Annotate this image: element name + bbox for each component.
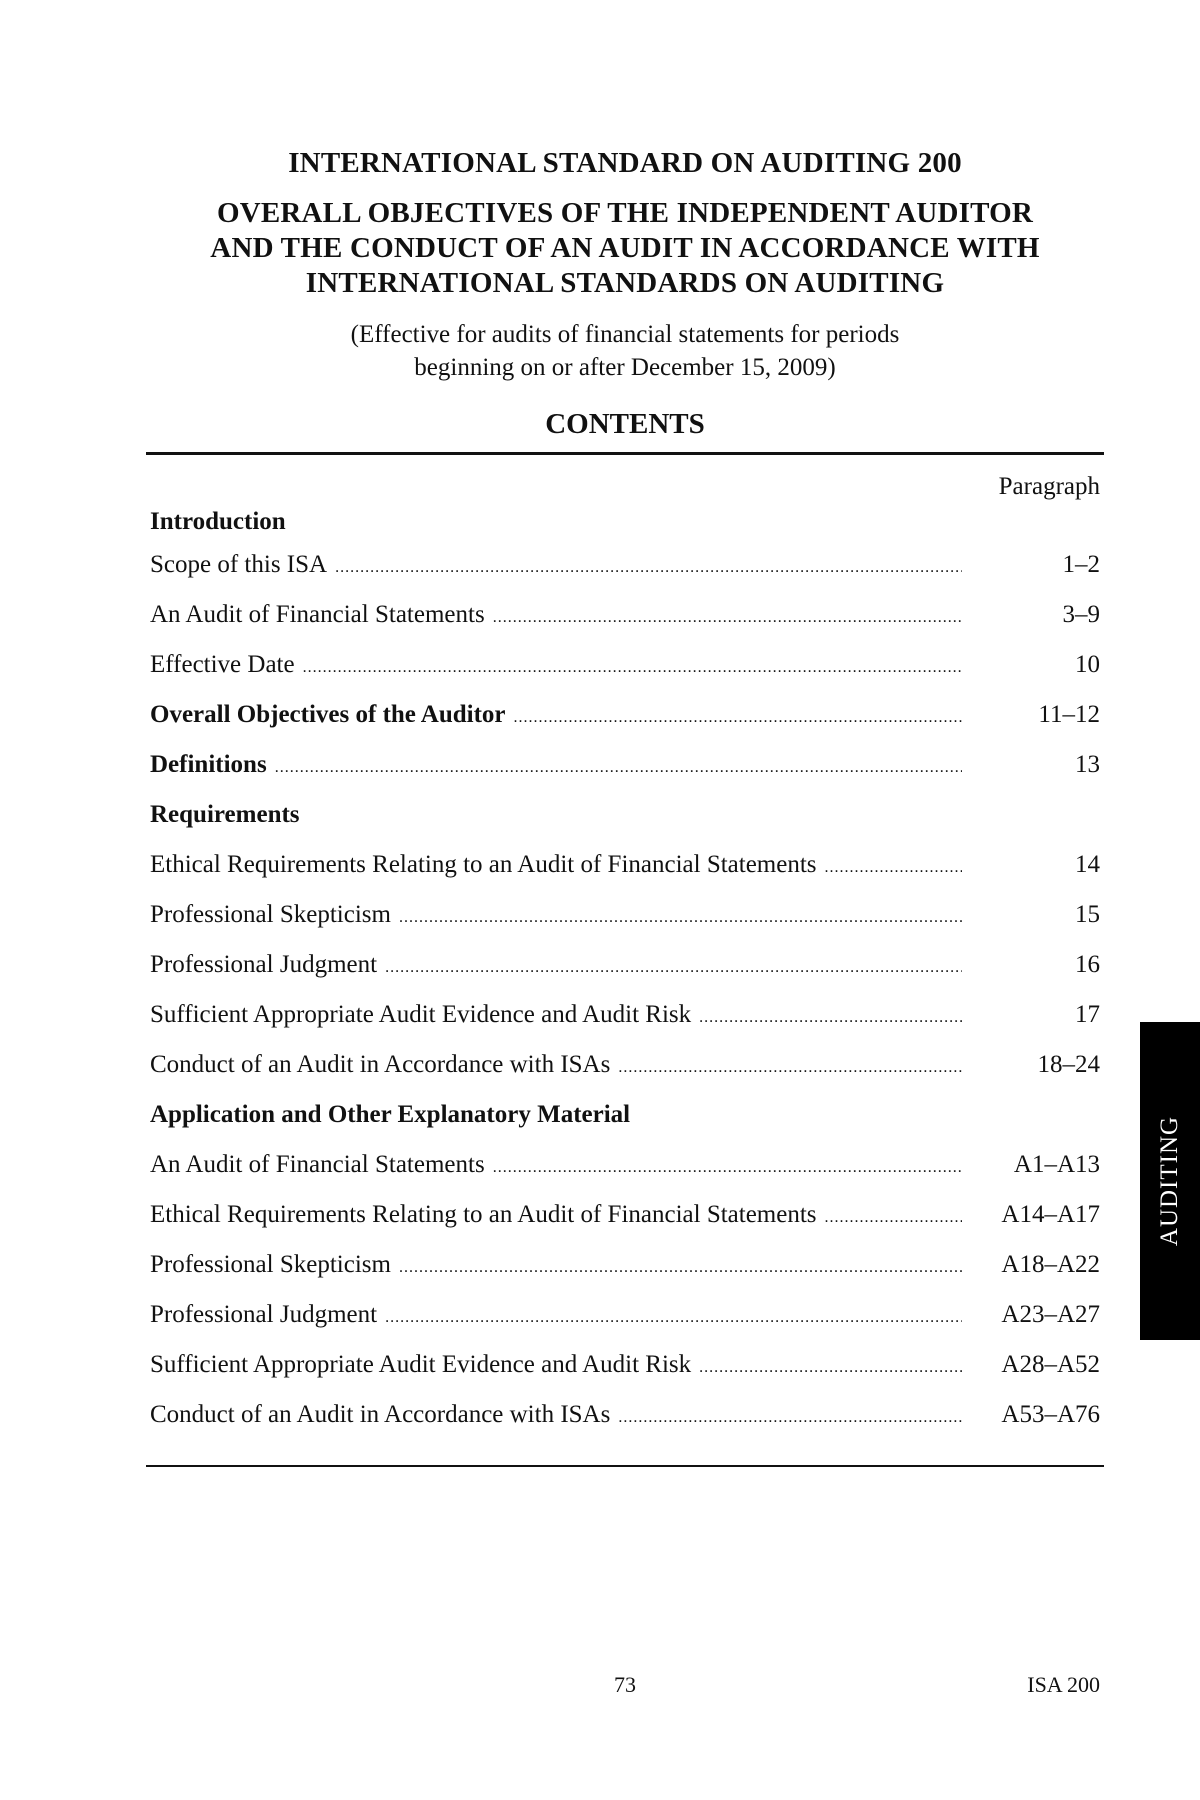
footer-reference: ISA 200 — [1027, 1672, 1100, 1697]
toc-entry-paragraphs: A28–A52 — [1001, 1351, 1100, 1378]
toc-entry-paragraphs: A53–A76 — [1001, 1401, 1100, 1428]
standard-number: INTERNATIONAL STANDARD ON AUDITING 200 — [288, 147, 962, 179]
toc-entry-paragraphs: 13 — [1075, 751, 1100, 778]
toc-entry-label: An Audit of Financial Statements — [150, 1151, 485, 1178]
toc-entry-label: Scope of this ISA — [150, 551, 328, 578]
toc-entry-paragraphs: A18–A22 — [1001, 1251, 1100, 1278]
effective-date-note — [0, 318, 1200, 384]
toc-entry — [150, 1190, 1100, 1240]
toc-entry-label: Professional Judgment — [150, 1301, 378, 1328]
toc-entry-label: Overall Objectives of the Auditor — [150, 701, 506, 728]
toc-entry — [150, 590, 1100, 640]
dot-leader — [385, 1293, 962, 1343]
toc-entry-paragraphs: 10 — [1075, 651, 1100, 678]
table-of-contents — [150, 470, 1100, 1440]
toc-entry — [150, 1290, 1100, 1340]
toc-entry — [150, 840, 1100, 890]
toc-entry — [150, 740, 1100, 790]
section-side-tab — [1140, 1022, 1200, 1340]
contents-heading: CONTENTS — [545, 408, 705, 440]
dot-leader — [825, 843, 962, 893]
title-line: INTERNATIONAL STANDARDS ON AUDITING — [305, 267, 945, 299]
effective-note-line: (Effective for audits of financial statements for periods — [350, 321, 900, 348]
toc-entry — [150, 890, 1100, 940]
toc-section-heading: Application and Other Explanatory Material — [150, 1101, 631, 1128]
dot-leader — [825, 1193, 962, 1243]
toc-entry-label: Sufficient Appropriate Audit Evidence and Audit Risk — [150, 1351, 692, 1378]
toc-entry — [150, 540, 1100, 590]
toc-entry-label: Conduct of an Audit in Accordance with ISAs — [150, 1051, 611, 1078]
toc-entry-paragraphs: 3–9 — [1062, 601, 1100, 628]
toc-section-heading: Introduction — [150, 508, 286, 535]
top-rule-divider — [146, 452, 1104, 455]
title-line: OVERALL OBJECTIVES OF THE INDEPENDENT AUDITOR — [216, 197, 1034, 229]
dot-leader — [699, 993, 962, 1043]
toc-entry-paragraphs: 1–2 — [1062, 551, 1100, 578]
toc-entry — [150, 1140, 1100, 1190]
dot-leader — [493, 1143, 962, 1193]
dot-leader — [699, 1343, 962, 1393]
title-line: AND THE CONDUCT OF AN AUDIT IN ACCORDANCE WITH — [210, 232, 1040, 264]
toc-entry-paragraphs: 11–12 — [1038, 701, 1100, 728]
toc-entry-label: Professional Skepticism — [150, 901, 391, 928]
dot-leader — [385, 943, 962, 993]
dot-leader — [514, 693, 963, 743]
toc-entry-paragraphs: 18–24 — [1037, 1051, 1100, 1078]
dot-leader — [303, 643, 962, 693]
dot-leader — [399, 1243, 962, 1293]
toc-entry-paragraphs: 16 — [1075, 951, 1100, 978]
toc-entry-paragraphs: 17 — [1075, 1001, 1100, 1028]
toc-entry — [150, 1340, 1100, 1390]
toc-entry — [150, 640, 1100, 690]
dot-leader — [335, 543, 962, 593]
toc-section-heading: Requirements — [150, 801, 300, 828]
toc-entry-label: Conduct of an Audit in Accordance with ISAs — [150, 1401, 611, 1428]
toc-entry-label: Sufficient Appropriate Audit Evidence and Audit Risk — [150, 1001, 692, 1028]
toc-entry — [150, 940, 1100, 990]
toc-entry-label: Effective Date — [150, 651, 295, 678]
side-tab-label: AUDITING — [1156, 1115, 1183, 1247]
toc-entry-paragraphs: A23–A27 — [1001, 1301, 1100, 1328]
toc-entry-label: Ethical Requirements Relating to an Audit of Financial Statements — [150, 1201, 817, 1228]
paragraph-column-label: Paragraph — [998, 473, 1100, 500]
toc-entry — [150, 990, 1100, 1040]
toc-entry-paragraphs: A14–A17 — [1001, 1201, 1100, 1228]
toc-entry — [150, 1040, 1100, 1090]
toc-entry-label: Ethical Requirements Relating to an Audit of Financial Statements — [150, 851, 817, 878]
dot-leader — [618, 1393, 962, 1443]
page-number: 73 — [614, 1672, 636, 1697]
toc-entry-label: An Audit of Financial Statements — [150, 601, 485, 628]
toc-entry-label: Professional Judgment — [150, 951, 378, 978]
toc-entry-paragraphs: A1–A13 — [1013, 1151, 1100, 1178]
dot-leader — [493, 593, 962, 643]
toc-entry-label: Professional Skepticism — [150, 1251, 391, 1278]
toc-entry — [150, 1390, 1100, 1440]
toc-entry-label: Definitions — [150, 751, 267, 778]
standard-title — [0, 196, 1200, 301]
toc-entry-paragraphs: 14 — [1075, 851, 1100, 878]
toc-entry-paragraphs: 15 — [1075, 901, 1100, 928]
dot-leader — [399, 893, 962, 943]
bottom-rule-divider — [146, 1465, 1104, 1467]
effective-note-line: beginning on or after December 15, 2009) — [414, 354, 836, 381]
dot-leader — [618, 1043, 962, 1093]
toc-entry — [150, 1240, 1100, 1290]
dot-leader — [275, 743, 962, 793]
toc-entry — [150, 690, 1100, 740]
